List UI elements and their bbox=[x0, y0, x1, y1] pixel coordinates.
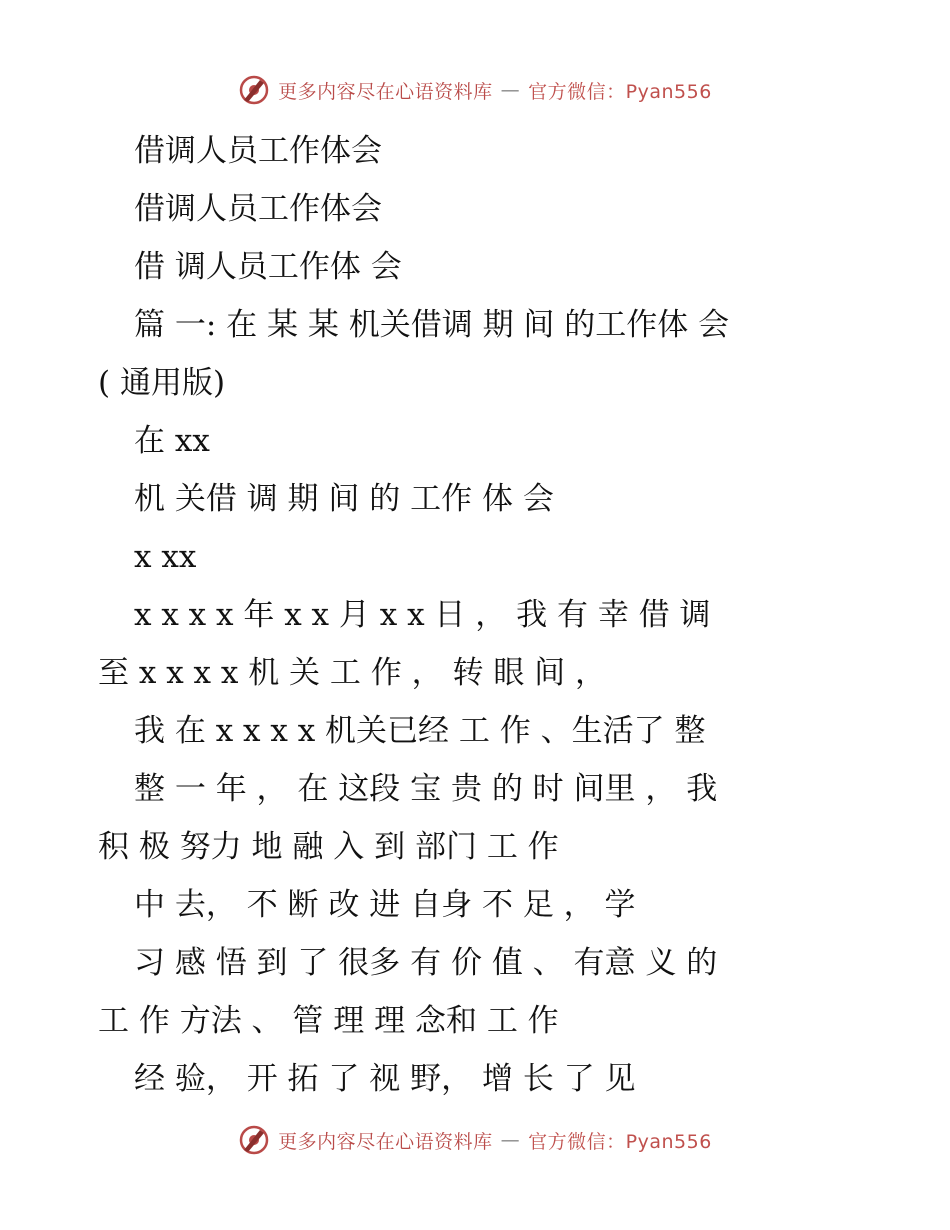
author-line: x xx bbox=[134, 539, 197, 575]
banner-wechat-id: 官方微信：Pyan556 bbox=[528, 1130, 712, 1153]
footer-watermark-banner bbox=[0, 1120, 950, 1160]
quill-seal-icon bbox=[238, 74, 270, 106]
paragraph-line: 工 作 方法 、 管 理 理 念和 工 作 bbox=[98, 1003, 559, 1039]
document-title: 借调人员工作体会 bbox=[134, 133, 382, 169]
paragraph-line: 至 x x x x 机 关 工 作 ， 转 眼 间 ， bbox=[98, 655, 607, 691]
banner-wechat-id: 官方微信：Pyan556 bbox=[528, 80, 712, 103]
header-watermark-banner bbox=[0, 70, 950, 110]
document-line: 借 调人员工作体 会 bbox=[134, 249, 402, 285]
paragraph-line: 习 感 悟 到 了 很多 有 价 值 、 有意 义 的 bbox=[134, 945, 718, 981]
banner-site-name: 更多内容尽在心语资料库 bbox=[278, 1130, 493, 1153]
quill-seal-icon bbox=[238, 1124, 270, 1156]
paragraph-line: 整 一 年 ， 在 这段 宝 贵 的 时 间里 ， 我 bbox=[134, 771, 718, 807]
paragraph-line: 我 在 x x x x 机关已经 工 作 、生活了 整 bbox=[134, 713, 706, 749]
paragraph-line: 中 去， 不 断 改 进 自身 不 足 ， 学 bbox=[134, 887, 636, 923]
banner-separator: — bbox=[500, 1129, 521, 1151]
document-subtitle: 借调人员工作体会 bbox=[134, 191, 382, 227]
paragraph-line: x x x x 年 x x 月 x x 日 ， 我 有 幸 借 调 bbox=[134, 597, 711, 633]
document-line: 在 xx bbox=[134, 423, 210, 459]
banner-site-name: 更多内容尽在心语资料库 bbox=[278, 80, 493, 103]
banner-separator: — bbox=[500, 79, 521, 101]
document-line: 机 关借 调 期 间 的 工作 体 会 bbox=[134, 481, 554, 517]
paragraph-line: 积 极 努力 地 融 入 到 部门 工 作 bbox=[98, 829, 559, 865]
paragraph-line: 经 验， 开 拓 了 视 野， 增 长 了 见 bbox=[134, 1061, 636, 1097]
section-heading: 篇 一: 在 某 某 机关借调 期 间 的工作体 会 bbox=[134, 307, 730, 343]
section-heading-continued: ( 通用版) bbox=[98, 365, 226, 401]
